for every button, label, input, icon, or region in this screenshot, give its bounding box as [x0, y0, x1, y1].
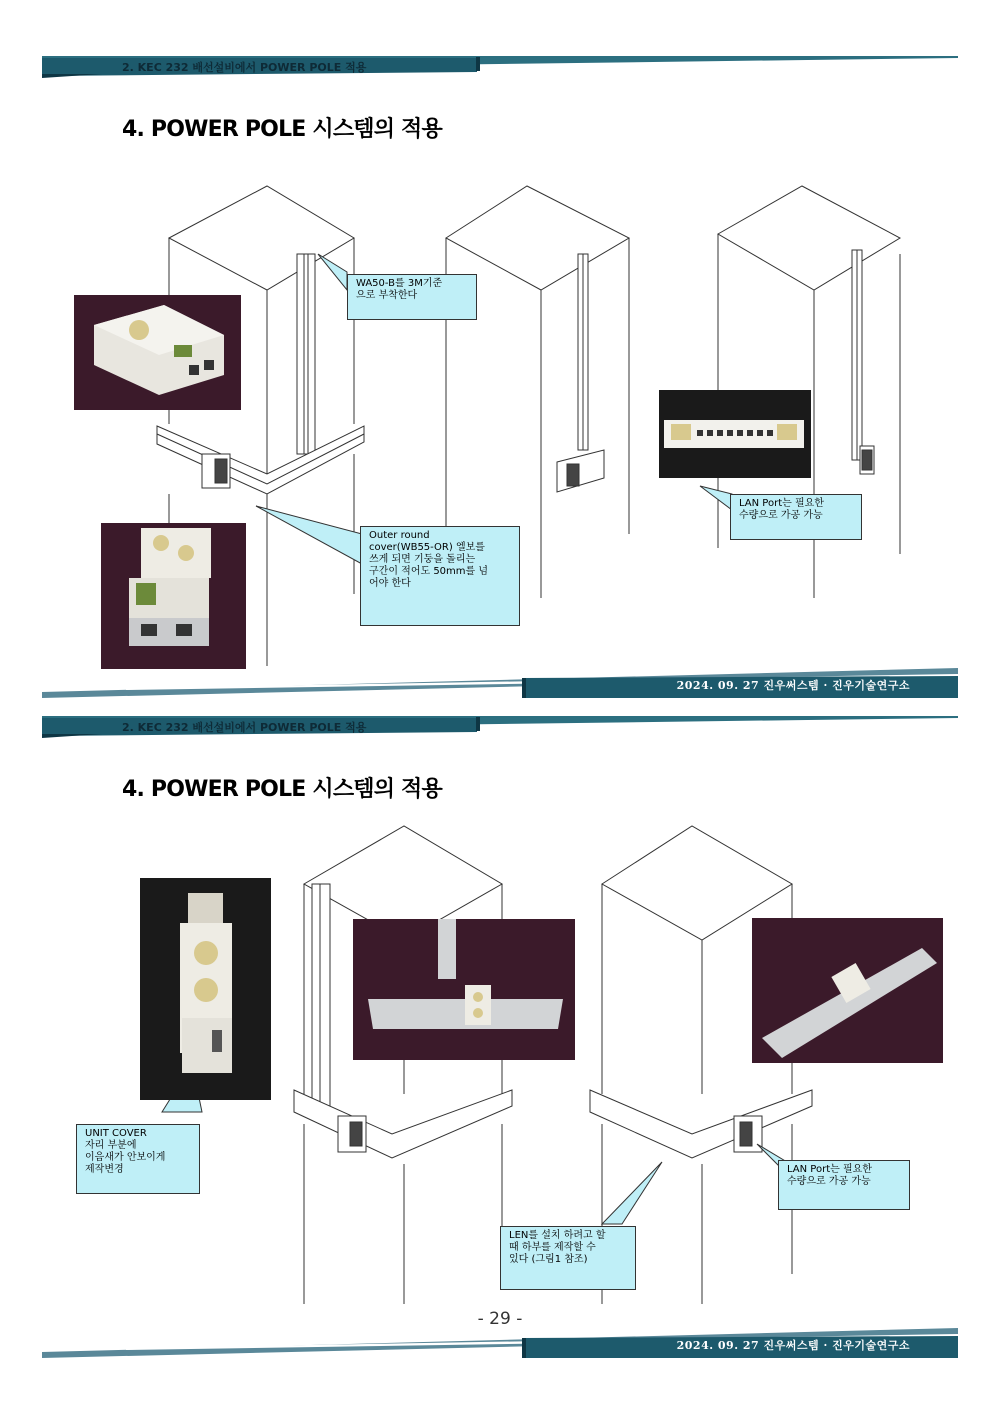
- callout-lan-port: LAN Port는 필요한 수량으로 가공 가능: [730, 494, 862, 540]
- footer-text: 2024. 09. 27 진우써스템 · 진우기술연구소: [676, 1339, 910, 1352]
- product-photo-2: [101, 523, 246, 669]
- callout-unit-cover: UNIT COVER 자리 부분에 이음새가 안보이게 제작변경: [76, 1124, 200, 1194]
- slide-2: [42, 714, 958, 1358]
- slide-title: 4. POWER POLE 시스템의 적용: [122, 117, 442, 142]
- slide-1: [42, 54, 958, 698]
- page-number: - 29 -: [477, 1309, 523, 1329]
- callout-outer-round: Outer round cover(WB55-OR) 엘보를 쓰게 되면 기둥을 돌리는 구간이 적어도 50mm를 넘 어야 한다: [360, 526, 520, 626]
- product-photo-4: [140, 878, 271, 1100]
- product-photo-3: [659, 390, 811, 478]
- product-photo-1: [74, 295, 241, 410]
- footer-text: 2024. 09. 27 진우써스템 · 진우기술연구소: [676, 679, 910, 692]
- callout-lan-port: LAN Port는 필요한 수량으로 가공 가능: [778, 1160, 910, 1210]
- callout-wa50: WA50-B를 3M기준 으로 부착한다: [347, 274, 477, 320]
- slide-title: 4. POWER POLE 시스템의 적용: [122, 777, 442, 802]
- product-photo-5: [353, 919, 575, 1060]
- callout-len: LEN를 설치 하려고 할 때 하부를 제작할 수 있다 (그림1 참조): [500, 1226, 636, 1290]
- header-text: 2. KEC 232 배선설비에서 POWER POLE 적용: [122, 61, 367, 74]
- header-text: 2. KEC 232 배선설비에서 POWER POLE 적용: [122, 721, 367, 734]
- product-photo-6: [752, 918, 943, 1063]
